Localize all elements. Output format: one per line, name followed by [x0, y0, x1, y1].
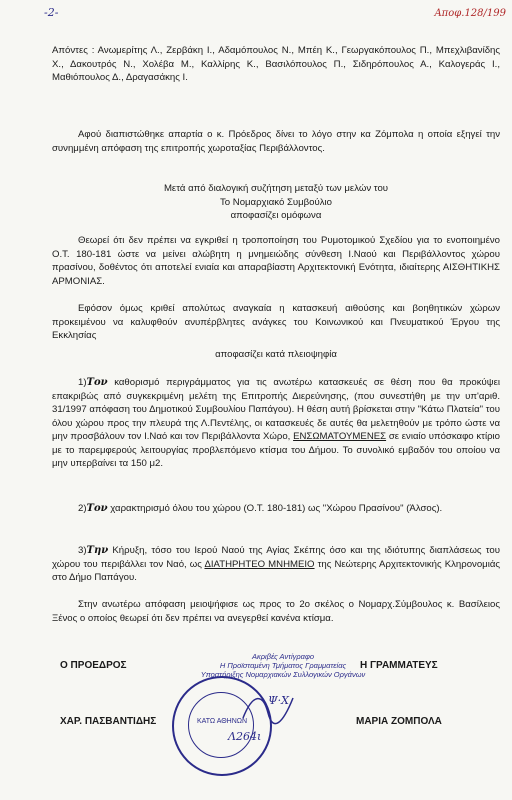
decision-second-paragraph: Εφόσον όμως κριθεί απολύτως αναγκαία η κατασκευή αιθούσης και βοηθητικών χώρων προκειμένου να καλυφθούν ανυπέρβλητες ανάγκες του Κοινωνικού και Πνευματικού Έργου της Εκκλησίας: [52, 303, 500, 341]
intro-paragraph: Αφού διαπιστώθηκε απαρτία ο κ. Πρόεδρος δίνει το λόγο στην κα Ζόμπολα η οποία εξηγεί την συνημμένη απόφαση της επιτροπής χωροταξίας Περιβάλλοντος.: [52, 129, 500, 154]
president-name: ΧΑΡ. ΠΑΣΒΑΝΤΙΔΗΣ: [60, 716, 157, 727]
item-3-underlined: ΔΙΑΤΗΡΗΤΕΟ ΜΝΗΜΕΙΟ: [204, 558, 315, 570]
discussion-heading: [52, 182, 500, 223]
handwritten-signature: [238, 688, 308, 728]
item-3-text-after: της Νεώτερης Αρχιτεκτονικής Κληρονομιάς στο Δήμο Παπάγου.: [52, 558, 500, 583]
item-2-handwritten: Τον: [86, 503, 108, 514]
stamp-line-1: Ακριβές Αντίγραφο: [251, 652, 315, 661]
council-name: Το Νομαρχιακό Συμβούλιο: [219, 196, 333, 208]
majority-heading: αποφασίζει κατά πλειοψηφία: [215, 349, 337, 360]
item-1-text-after: σε ενιαίο υπόσκαφο κτίριο με το παρεμφερούς λειτουργίας προβλεπόμενο κτίσμα του Δήμου. Το συνολικό εμβαδόν του οποίου να μην υπερβαίνει τα 150 μ2.: [52, 431, 501, 469]
page-number: -2-: [44, 6, 59, 19]
stamp-line-2: Η Προϊσταμένη Τμήματος Γραμματείας: [219, 661, 347, 670]
item-3-text: Κήρυξη, τόσο του Ιερού Ναού της Αγίας Σκέπης όσο και της ιδιότυπης διαπλάσεως του χώρου του περιβάλλει τον Ναό, ως: [52, 545, 500, 570]
decision-item-3: [52, 544, 500, 585]
item-1-underlined: ΕΝΣΩΜΑΤΟΥΜΕΝΕΣ: [293, 431, 387, 442]
decision-item-2: [52, 502, 500, 516]
item-3-number: 3): [78, 545, 87, 556]
decision-first-paragraph: Θεωρεί ότι δεν πρέπει να εγκριθεί η τροποποίηση του Ρυμοτομικού Σχεδίου για το ενοποιημένο Ο.Τ. 180-181 ώστε να μείνει αλώβητη η μνημειώδης σύνθεση Ι.Ναού και Περιβάλλοντος χώρου πρασίνου, δοθέντος ότι αποτελεί ενιαία και απαραβίαστη Αρχιτεκτονική Ενότητα, ιδιαίτερης ΑΙΣΘΗΤΙΚΗΣ ΑΡΜΟΝΙΑΣ.: [52, 235, 500, 287]
president-title: Ο ΠΡΟΕΔΡΟΣ: [60, 660, 127, 671]
handwritten-scribble: Λ264ι: [228, 730, 262, 743]
item-1-text: καθορισμό περιγράμματος για τις ανωτέρω κατασκευές σε θέση που θα προκύψει επακριβώς από συγκεκριμένη μελέτη της Επιτροπής Διερεύνησης, (που συνεστήθη με την υπ'αριθ. 31/1997 απόφαση του Δημοτικού Συμβουλίου Παπάγου). Η θέση αυτή βρίσκεται στην "Κάτω Πλατεία" του όλου χώρου προς την πλευρά της Λ.Πεντέλης, οι κατασκευές δε αυτές θα μελετηθούν με τρόπο ώστε να μην προσβάλουν τον Ι.Ναό και τον Περιβάλλοντα Χώρο,: [52, 377, 500, 442]
absent-members: Απόντες : Ανωμερίτης Λ., Ζερβάκη Ι., Αδαμόπουλος Ν., Μπέη Κ., Γεωργακόπουλος Π., Μπεχλιβανίδης Χ., Δακουτρός Ν., Χολέβα Μ., Καλλίρης Κ., Βασιλόπουλος Π., Σιδηρόπουλος Α., Καλογεράς Ι., Μαθιόπουλος Δ., Δραγασάκης Ι.: [52, 45, 500, 83]
item-3-handwritten: Την: [86, 545, 109, 556]
seal-text: ΚΑΤΩ ΑΘΗΝΩΝ: [196, 718, 248, 725]
decision-item-1: [52, 376, 500, 471]
certified-copy-stamp: [178, 652, 388, 679]
secretary-title: Η ΓΡΑΜΜΑΤΕΥΣ: [360, 660, 438, 671]
secretary-name: ΜΑΡΙΑ ΖΟΜΠΟΛΑ: [356, 716, 442, 727]
item-2-text: χαρακτηρισμό όλου του χώρου (Ο.Τ. 180-181) ως "Χώρου Πρασίνου" (Άλσος).: [110, 503, 443, 514]
item-2-number: 2): [78, 503, 87, 514]
minority-vote-paragraph: Στην ανωτέρω απόφαση μειοψήφισε ως προς το 2ο σκέλος ο Νομαρχ.Σύμβουλος κ. Βασίλειος Ξένος ο οποίος θεωρεί ότι δεν πρέπει να ανεγερθεί κανένα κτίσμα.: [52, 599, 500, 624]
unanimous-line: αποφασίζει ομόφωνα: [230, 210, 322, 221]
reference-number: Απoφ.128/199: [434, 8, 506, 19]
item-1-number: 1): [78, 377, 87, 388]
item-1-handwritten: Τον: [86, 377, 108, 388]
stamp-line-3: Υποστήριξης Νομαρχιακών Συλλογικών Οργάνων: [200, 670, 366, 679]
discussion-line-1: Μετά από διαλογική συζήτηση μεταξύ των μελών του: [163, 183, 389, 194]
signature-mark: Ψ·Χ: [268, 694, 289, 707]
